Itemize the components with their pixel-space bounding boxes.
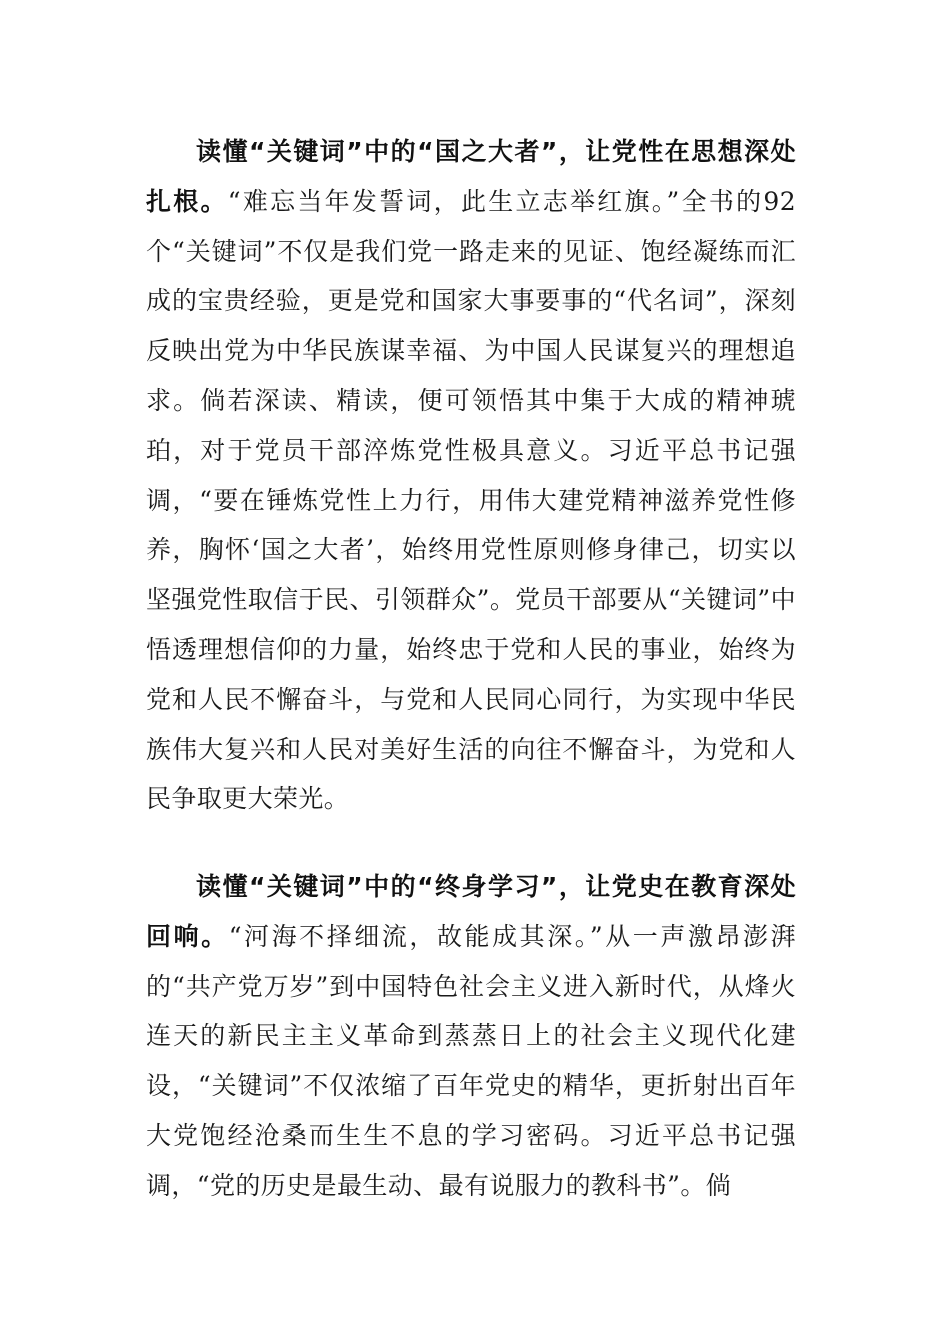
paragraph-party-spirit [146,127,796,824]
paragraph-body-text: “难忘当年发誓词，此生立志举红旗。”全书的92个“关键词”不仅是我们党一路走来的见证、饱经凝练而汇成的宝贵经验，更是党和国家大事要事的“代名词”，深刻反映出党为中华民族谋幸福、为中国人民谋复兴的理想追求。倘若深读、精读，便可领悟其中集于大成的精神琥珀，对于党员干部淬炼党性极具意义。习近平总书记强调，“要在锤炼党性上力行，用伟大建党精神滋养党性修养，胸怀‘国之大者’，始终用党性原则修身律己，切实以坚强党性取信于民、引领群众”。党员干部要从“关键词”中悟透理想信仰的力量，始终忠于党和人民的事业，始终为党和人民不懈奋斗，与党和人民同心同行，为实现中华民族伟大复兴和人民对美好生活的向往不懈奋斗，为党和人民争取更大荣光。 [146,186,797,814]
paragraph-lifelong-learning [146,862,796,1211]
paragraph-lead-heading: 读懂“关键词”中的“国之大者”，让党性在思想深处扎根。 [146,137,796,216]
paragraph-lead-heading: 读懂“关键词”中的“终身学习”，让党史在教育深处回响。 [146,872,796,951]
paragraph-body-text: “河海不择细流，故能成其深。”从一声激昂澎湃的“共产党万岁”到中国特色社会主义进入新时代，从烽火连天的新民主主义革命到蒸蒸日上的社会主义现代化建设，“关键词”不仅浓缩了百年党史的精华，更折射出百年大党饱经沧桑而生生不息的学习密码。习近平总书记强调，“党的历史是最生动、最有说服力的教科书”。倘 [146,921,796,1200]
